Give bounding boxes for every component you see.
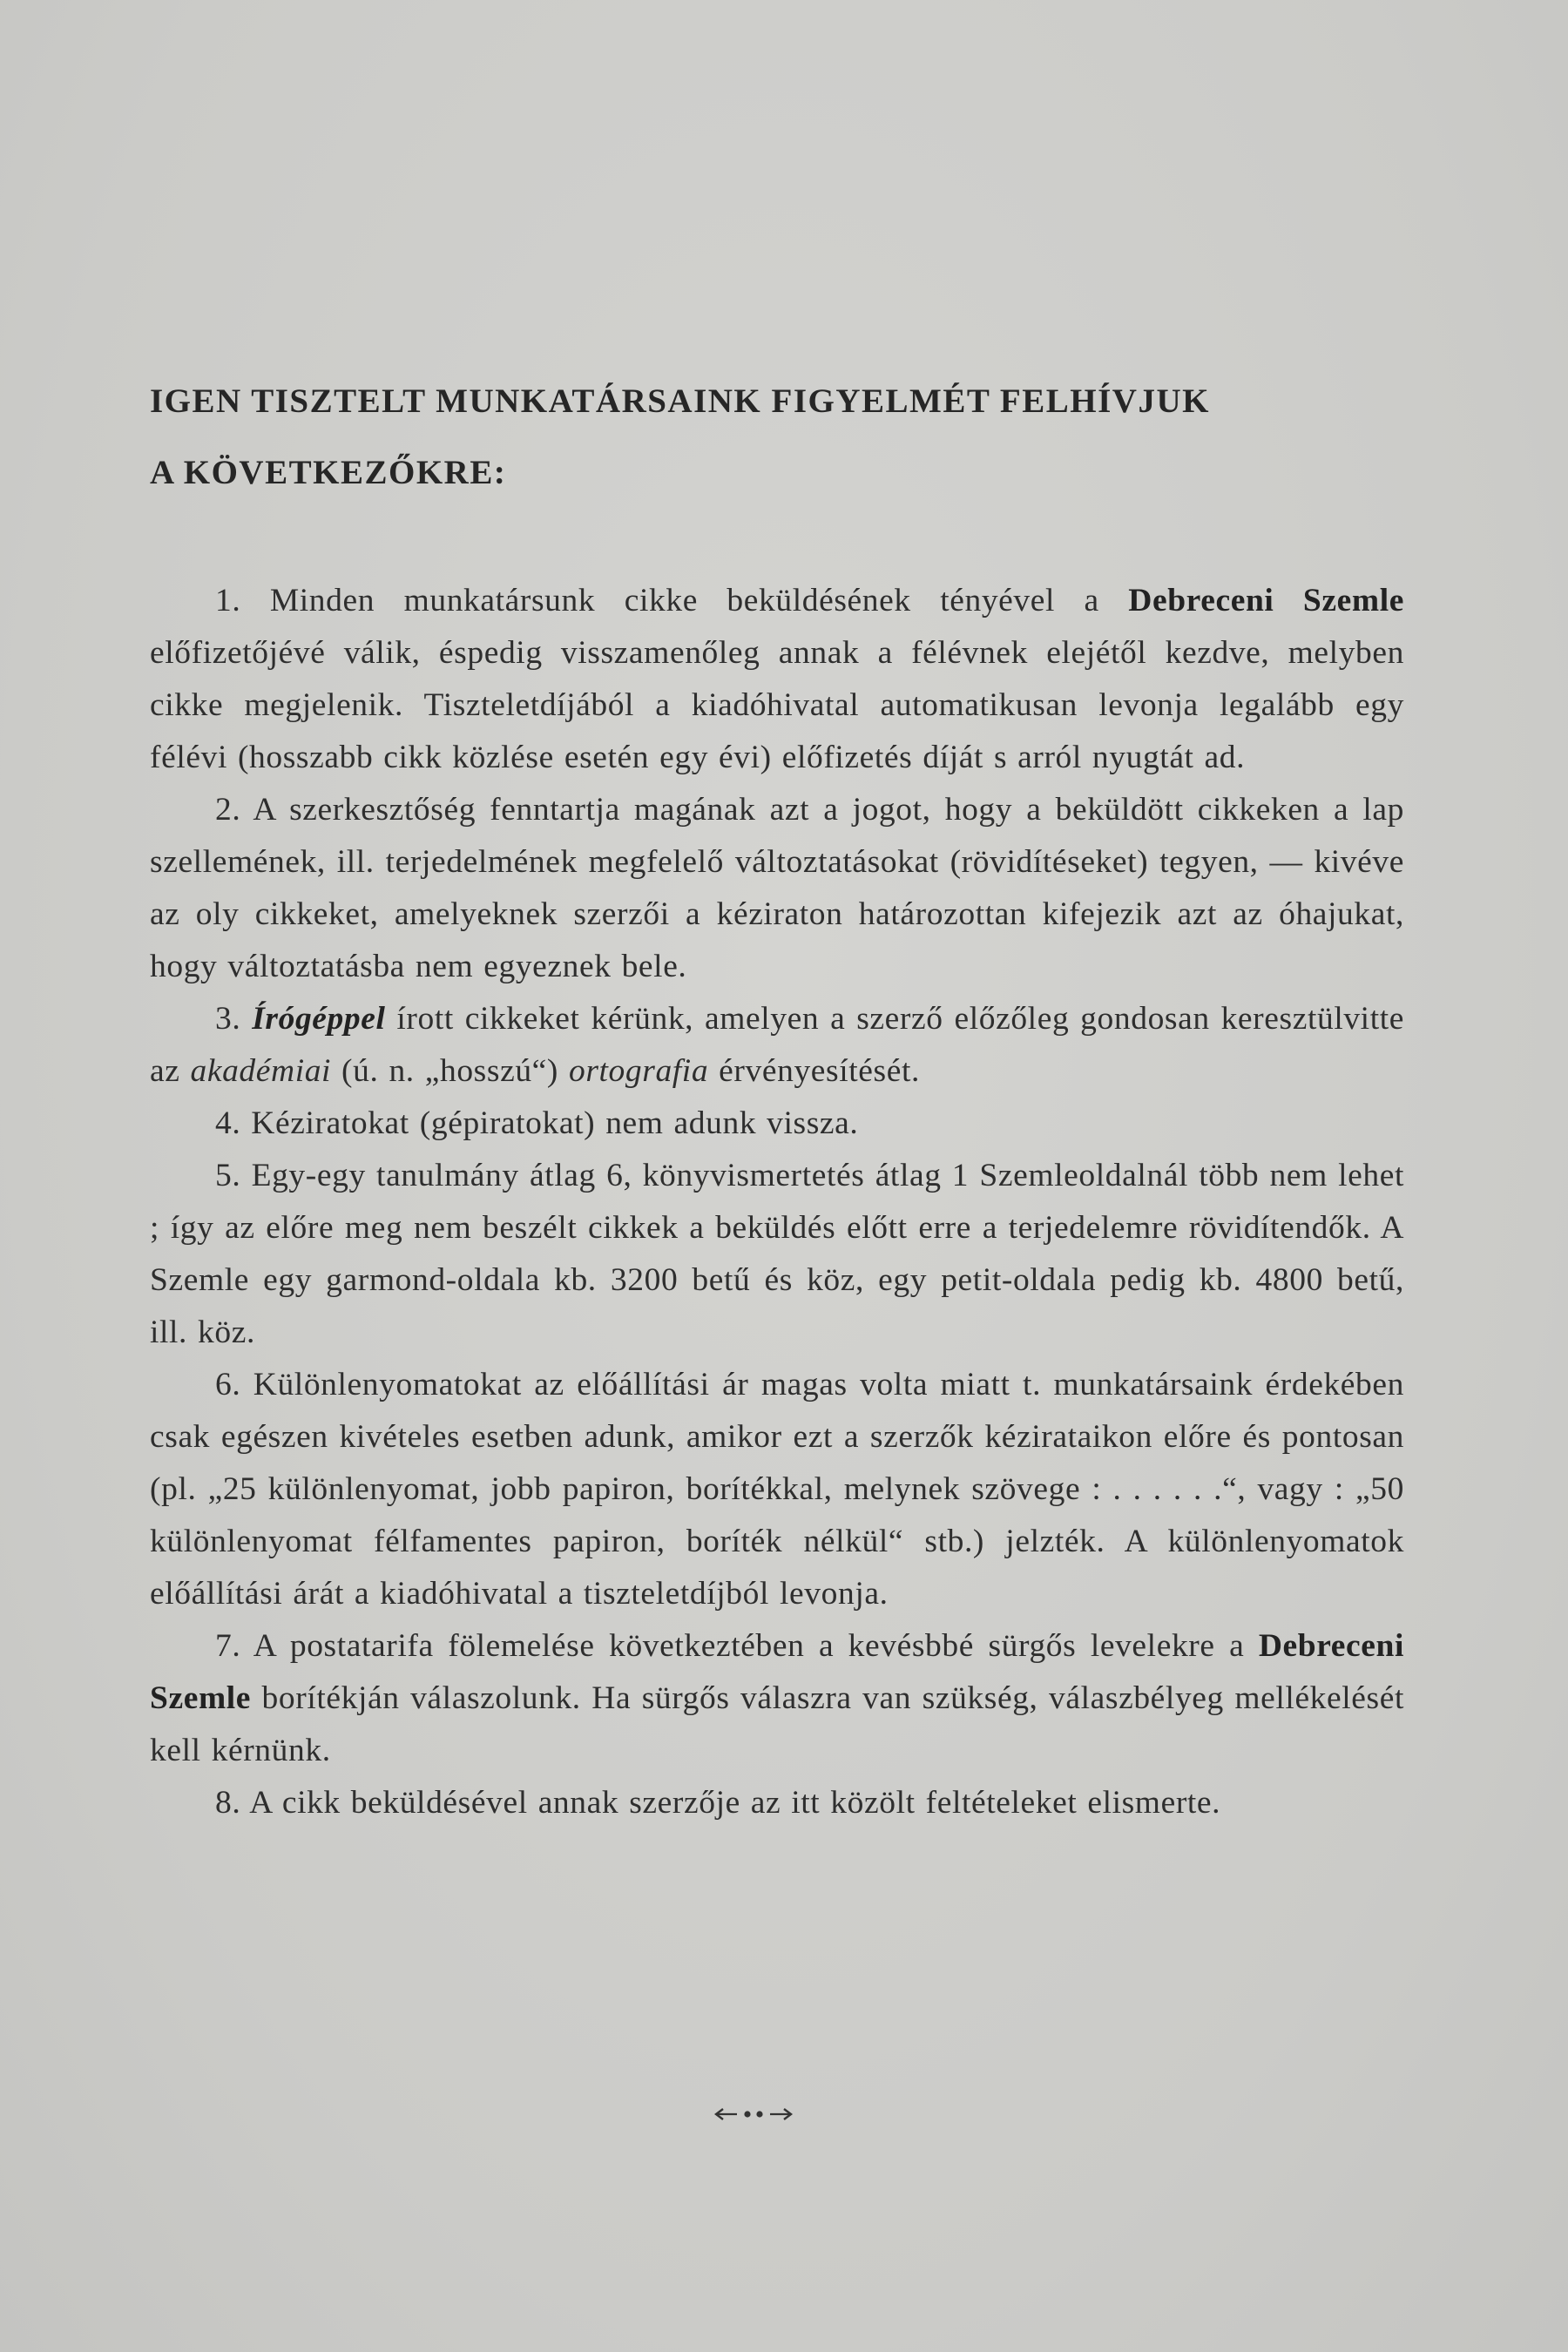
item-number: 7. bbox=[215, 1628, 241, 1664]
item-text: borítékján válaszolunk. Ha sürgős válaszra van szükség, válaszbélyeg mellékelését kell kérnünk. bbox=[150, 1680, 1404, 1768]
item-text: ortografia bbox=[568, 1053, 709, 1089]
notice-item bbox=[150, 993, 1404, 1098]
item-number: 1. bbox=[215, 583, 241, 618]
page-heading bbox=[150, 366, 1422, 509]
item-number: 8. bbox=[215, 1785, 241, 1821]
item-number: 2. bbox=[215, 792, 241, 828]
divider-ornament-icon bbox=[714, 2104, 793, 2125]
heading-line-1: IGEN TISZTELT MUNKATÁRSAINK FIGYELMÉT FELHÍVJUK bbox=[150, 382, 1210, 420]
item-text: A szerkesztőség fenntartja magának azt a jogot, hogy a beküldött cikkeken a lap szellemének, ill. terjedelmének megfelelő változtatásokat (rövidítéseket) tegyen, — kivéve az oly cikkeket, amelyeknek szerzői a kéziraton határozottan kifejezik azt az óhajukat, hogy változtatásba nem egyeznek bele. bbox=[150, 792, 1404, 984]
notice-item bbox=[150, 1098, 1404, 1150]
item-text: előfizetőjévé válik, éspedig visszamenőleg annak a félévnek elejétől kezdve, melyben cikke megjelenik. Tiszteletdíjából a kiadóhivatal automatikusan levonja legalább egy félévi (hosszabb cikk közlése esetén egy évi) előfizetés díját s arról nyugtát ad. bbox=[150, 635, 1404, 775]
item-text: Kéziratokat (gépiratokat) nem adunk vissza. bbox=[240, 1105, 859, 1141]
notice-item bbox=[150, 1620, 1404, 1777]
notice-item bbox=[150, 784, 1404, 993]
item-text: A cikk beküldésével annak szerzője az itt közölt feltételeket elismerte. bbox=[240, 1785, 1221, 1821]
item-number: 3. bbox=[215, 1001, 241, 1037]
item-text bbox=[240, 1001, 252, 1037]
item-text: érvényesítését. bbox=[708, 1053, 920, 1089]
item-text: Írógéppel bbox=[252, 1001, 386, 1037]
notice-item bbox=[150, 1150, 1404, 1359]
heading-line-2: A KÖVETKEZŐKRE: bbox=[150, 454, 507, 491]
item-text: Debreceni Szemle bbox=[150, 1628, 1404, 1716]
item-text: írott cikkeket kérünk, amelyen a szerző előzőleg gondosan keresztülvitte az bbox=[150, 1001, 1404, 1089]
item-number: 4. bbox=[215, 1105, 241, 1141]
item-text: (ú. n. „hosszú“) bbox=[331, 1053, 569, 1089]
item-text: akadémiai bbox=[190, 1053, 332, 1089]
item-text: Egy-egy tanulmány átlag 6, könyvismertetés átlag 1 Szemleoldalnál több nem lehet ; így az előre meg nem beszélt cikkek a beküldés előtt erre a terjedelemre rövidítendők. A Szemle egy garmond-oldala kb. 3200 betű és köz, egy petit-oldala pedig kb. 4800 betű, ill. köz. bbox=[150, 1158, 1404, 1350]
item-number: 6. bbox=[215, 1367, 241, 1402]
notice-body bbox=[150, 575, 1404, 1829]
item-text: A postatarifa fölemelése következtében a kevésbbé sürgős levelekre a bbox=[240, 1628, 1259, 1664]
item-text: Debreceni Szemle bbox=[1128, 583, 1404, 618]
item-text: Különlenyomatokat az előállítási ár magas volta miatt t. munkatársaink érdekében csak egészen kivételes esetben adunk, amikor ezt a szerzők kézirataikon előre és pontosan (pl. „25 különlenyomat, jobb papiron, borítékkal, melynek szövege : . . . . . .“, vagy : „50 különlenyomat félfamentes papiron, boríték nélkül“ stb.) jelzték. A különlenyomatok előállítási árát a kiadóhivatal a tiszteletdíjból levonja. bbox=[150, 1367, 1404, 1612]
notice-item bbox=[150, 575, 1404, 784]
notice-item bbox=[150, 1777, 1404, 1829]
item-text: Minden munkatársunk cikke beküldésének tényével a bbox=[240, 583, 1129, 618]
notice-item bbox=[150, 1359, 1404, 1620]
item-number: 5. bbox=[215, 1158, 241, 1193]
